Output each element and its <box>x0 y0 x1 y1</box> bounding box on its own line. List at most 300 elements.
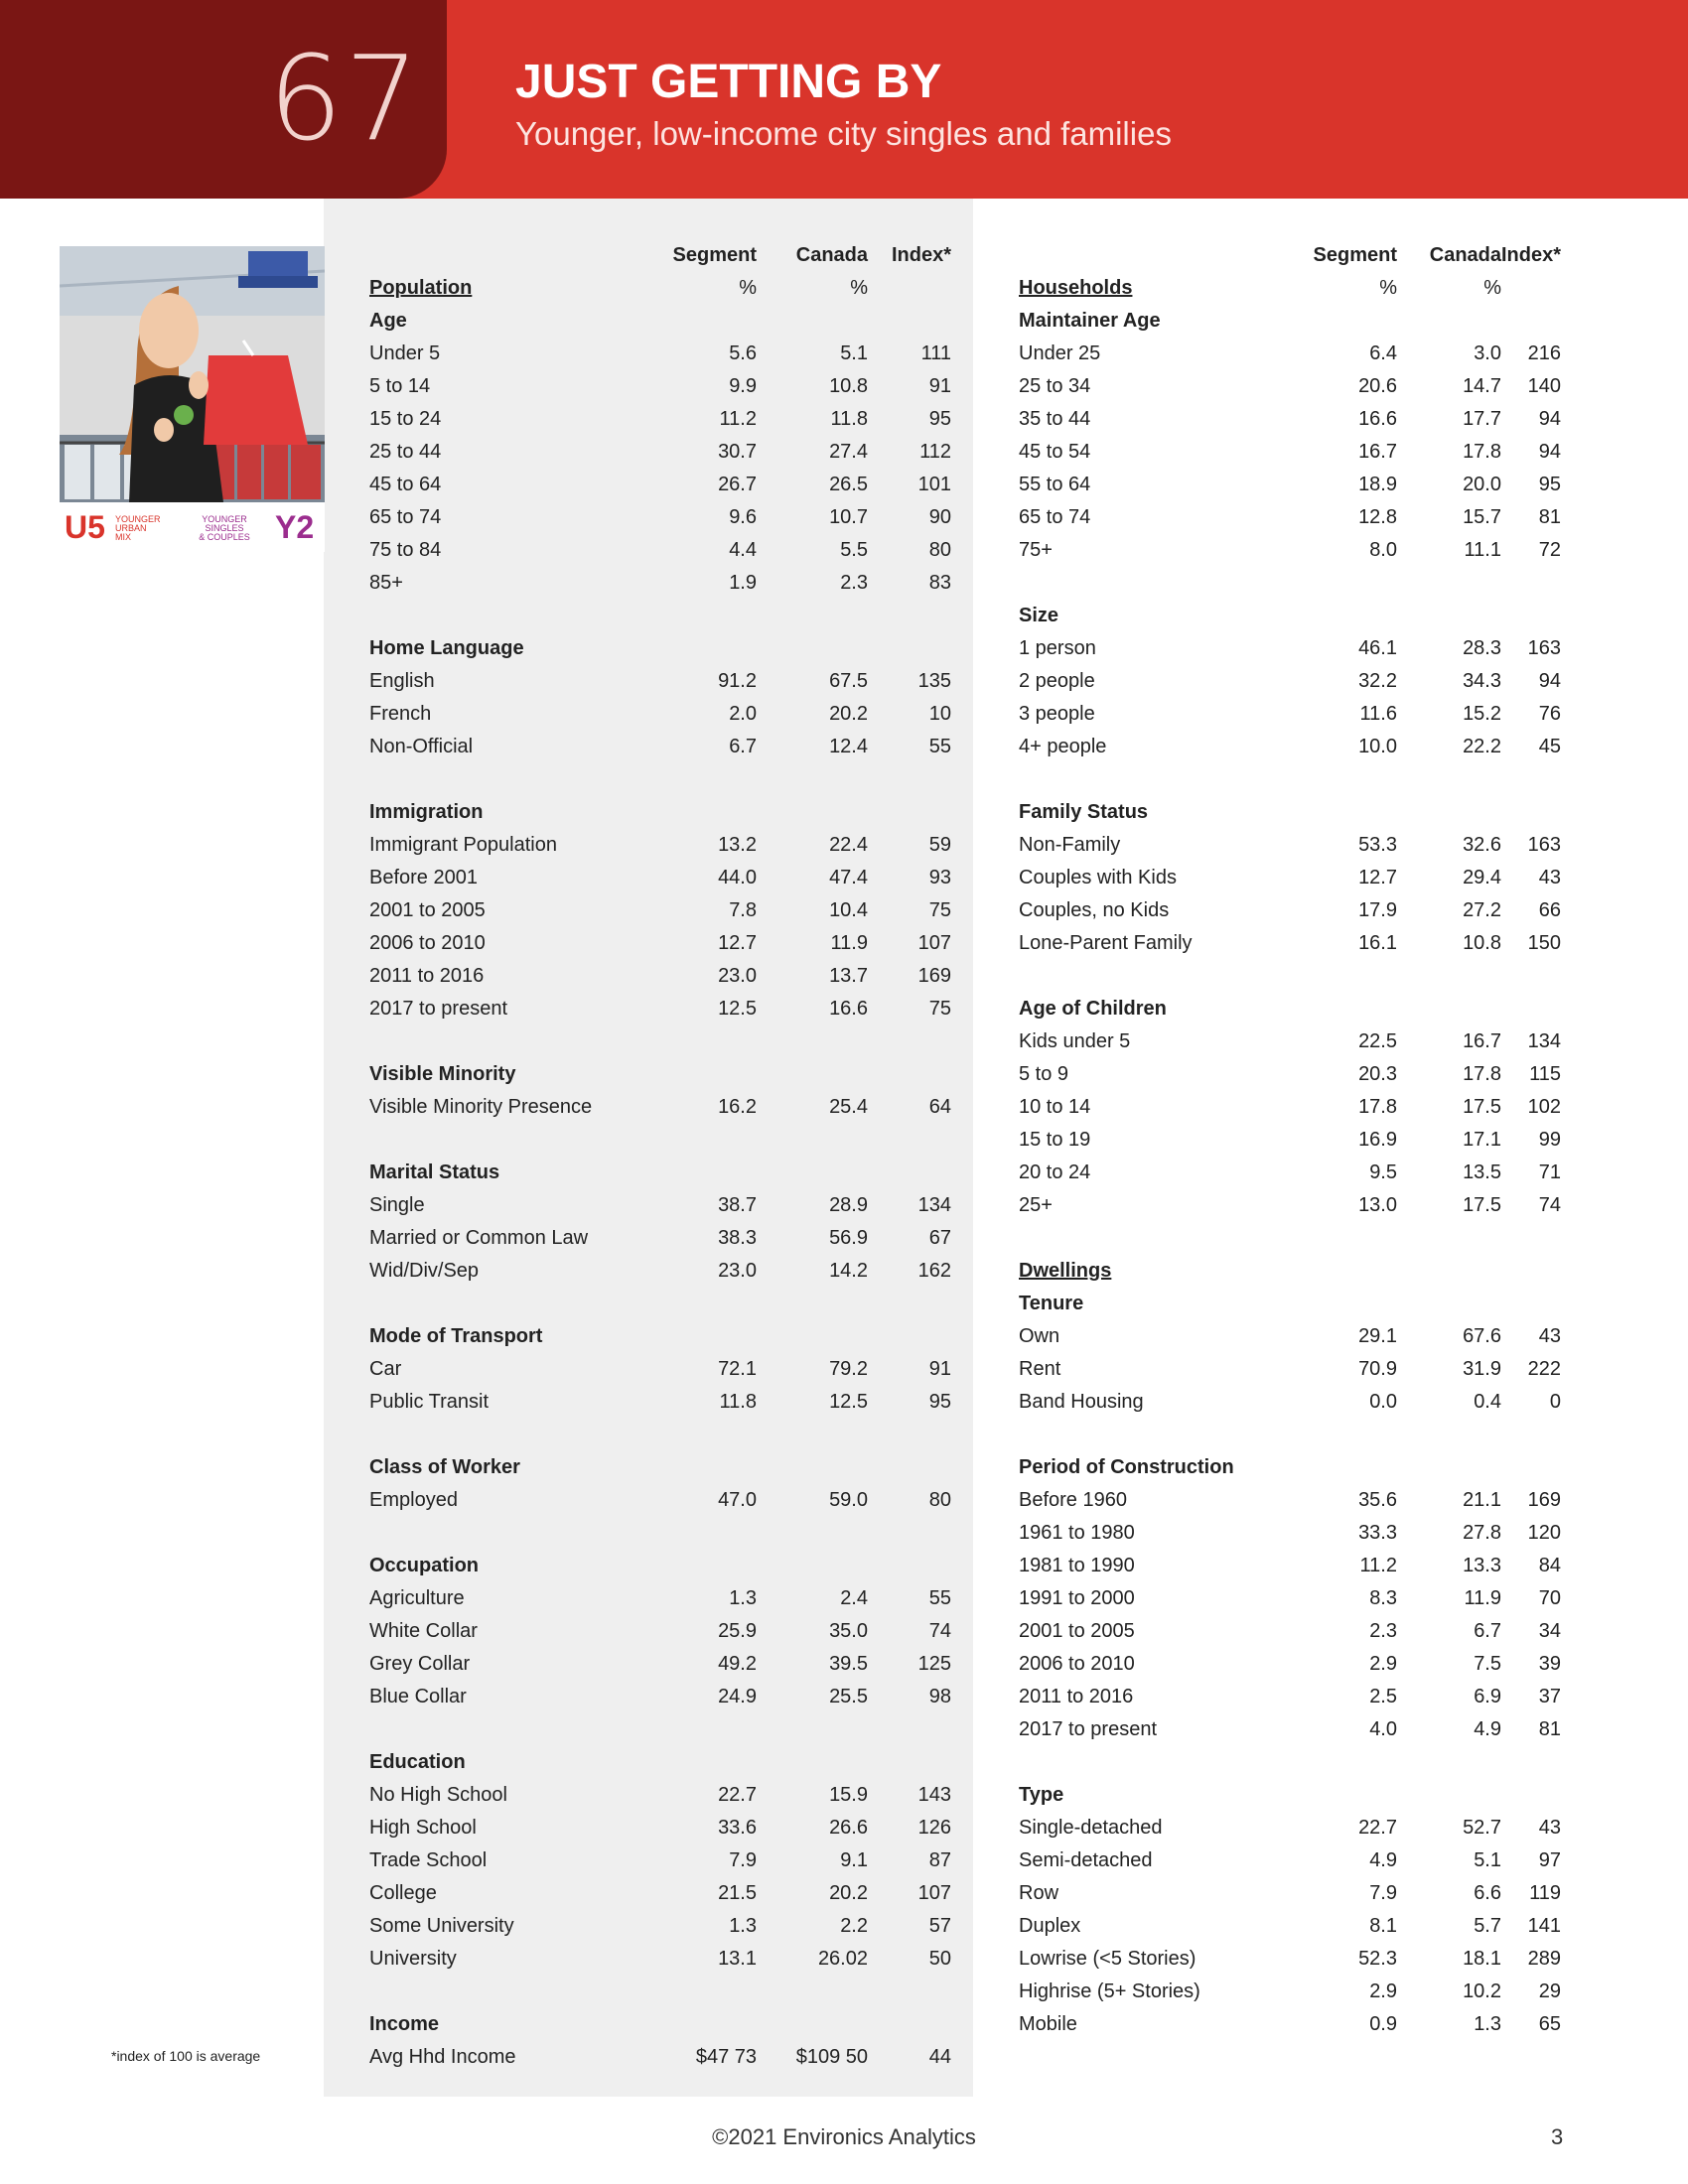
row-label: Tenure <box>1019 1293 1084 1314</box>
table-row <box>369 993 951 1025</box>
segment-value: 16.2 <box>718 1096 757 1118</box>
index-value: 72 <box>1538 539 1561 561</box>
row-label: 2011 to 2016 <box>369 965 485 987</box>
index-value: 97 <box>1538 1849 1561 1871</box>
related-segment-badges <box>60 502 325 552</box>
row-label: 2011 to 2016 <box>1019 1686 1134 1707</box>
index-value: 75 <box>928 998 951 1020</box>
index-value: 65 <box>1538 2013 1561 2035</box>
table-row <box>369 370 951 403</box>
index-value: 94 <box>1538 408 1561 430</box>
index-value: 64 <box>928 1096 951 1118</box>
column-header-row <box>1019 239 1561 272</box>
table-row <box>1019 894 1561 927</box>
row-label: 2001 to 2005 <box>369 899 486 921</box>
index-value: 75 <box>928 899 951 921</box>
canada-value: 12.5 <box>829 1391 868 1413</box>
segment-value: 18.9 <box>1358 474 1397 495</box>
index-value: 43 <box>1538 1325 1561 1347</box>
segment-value: 24.9 <box>718 1686 757 1707</box>
canada-value: 25.4 <box>829 1096 868 1118</box>
table-row <box>369 1255 951 1288</box>
row-label: Before 2001 <box>369 867 478 888</box>
segment-value: 38.3 <box>718 1227 757 1249</box>
row-label: 25+ <box>1019 1194 1053 1216</box>
row-label: 2001 to 2005 <box>1019 1620 1135 1642</box>
spacer-row <box>1019 567 1541 600</box>
index-value: 80 <box>928 1489 951 1511</box>
segment-value: 25.9 <box>718 1620 757 1642</box>
canada-value: 10.2 <box>1463 1980 1501 2002</box>
index-value: 162 <box>917 1260 951 1282</box>
index-value: 111 <box>920 342 951 364</box>
table-row <box>1019 1910 1561 1943</box>
row-label: 5 to 9 <box>1019 1063 1069 1085</box>
segment-value: 11.6 <box>1359 703 1397 725</box>
segment-value: 1.3 <box>729 1587 757 1609</box>
segment-value: 7.8 <box>729 899 757 921</box>
row-label: 4+ people <box>1019 736 1107 757</box>
table-row <box>369 1779 951 1812</box>
index-value: 59 <box>928 834 951 856</box>
canada-value: 13.7 <box>829 965 868 987</box>
row-label: 1961 to 1980 <box>1019 1522 1135 1544</box>
left-badge-line-3: MIX <box>115 532 132 542</box>
table-row <box>1019 1025 1561 1058</box>
row-label: White Collar <box>369 1620 478 1642</box>
table-row <box>1019 2008 1561 2041</box>
index-value: 140 <box>1527 375 1561 397</box>
right-badge-line-2: SINGLES <box>205 523 244 533</box>
canada-value: 2.2 <box>840 1915 868 1937</box>
table-row <box>369 501 951 534</box>
segment-value: 13.0 <box>1358 1194 1397 1216</box>
canada-value: 4.9 <box>1474 1718 1501 1740</box>
index-footnote: *index of 100 is average <box>111 2048 261 2064</box>
segment-value: 47.0 <box>718 1489 757 1511</box>
canada-value: 27.2 <box>1463 899 1501 921</box>
row-label: Family Status <box>1019 801 1149 823</box>
row-label: Avg Hhd Income <box>369 2046 516 2068</box>
segment-number-block <box>0 0 447 199</box>
row-label: 5 to 14 <box>369 375 431 397</box>
canada-value: 20.2 <box>829 1882 868 1904</box>
segment-value: 16.9 <box>1358 1129 1397 1151</box>
segment-value: 29.1 <box>1358 1325 1397 1347</box>
index-value: 125 <box>917 1653 951 1675</box>
canada-value: 17.5 <box>1463 1194 1501 1216</box>
left-badge-code: U5 <box>65 509 105 545</box>
canada-value: 27.4 <box>829 441 868 463</box>
row-label: Lone-Parent Family <box>1019 932 1193 954</box>
canada-value: 11.8 <box>830 408 868 430</box>
segment-value: 1.9 <box>729 572 757 594</box>
canada-value: 17.8 <box>1463 441 1501 463</box>
section-heading-row <box>1019 305 1541 338</box>
index-value: 222 <box>1527 1358 1561 1380</box>
row-label: 35 to 44 <box>1019 408 1091 430</box>
row-label: Row <box>1019 1882 1059 1904</box>
row-label: Kids under 5 <box>1019 1030 1131 1052</box>
row-label: 10 to 14 <box>1019 1096 1091 1118</box>
row-label: Dwellings <box>1019 1260 1112 1282</box>
segment-value: 91.2 <box>718 670 757 692</box>
index-value: 55 <box>928 736 951 757</box>
index-value: 289 <box>1527 1948 1561 1970</box>
index-value: 163 <box>1527 637 1561 659</box>
table-row <box>1019 370 1561 403</box>
table-row <box>1019 501 1561 534</box>
segment-value: 6.4 <box>1369 342 1397 364</box>
canada-value: 11.9 <box>830 932 868 954</box>
row-label: 2 people <box>1019 670 1095 692</box>
shopper-illustration <box>60 246 325 502</box>
row-label: Class of Worker <box>369 1456 520 1478</box>
row-label: Wid/Div/Sep <box>369 1260 480 1282</box>
table-row <box>1019 632 1561 665</box>
spacer-row <box>369 1419 951 1451</box>
segment-value: 11.8 <box>719 1391 757 1413</box>
row-label: Agriculture <box>369 1587 465 1609</box>
row-label: 20 to 24 <box>1019 1161 1091 1183</box>
canada-value: 26.5 <box>829 474 868 495</box>
copyright-footer: ©2021 Environics Analytics <box>712 2124 976 2149</box>
table-row <box>1019 1844 1561 1877</box>
canada-value: 32.6 <box>1463 834 1501 856</box>
canada-value: 11.9 <box>1464 1587 1501 1609</box>
table-row <box>369 927 951 960</box>
table-row <box>369 1910 951 1943</box>
index-value: 141 <box>1527 1915 1561 1937</box>
row-label: Under 25 <box>1019 342 1101 364</box>
segment-value: 21.5 <box>718 1882 757 1904</box>
row-label: 2006 to 2010 <box>1019 1653 1135 1675</box>
table-row <box>1019 436 1561 469</box>
segment-value: 49.2 <box>718 1653 757 1675</box>
index-value: 71 <box>1538 1161 1561 1183</box>
canada-value: 2.4 <box>840 1587 868 1609</box>
table-row <box>369 567 951 600</box>
segment-value: 4.9 <box>1369 1849 1397 1871</box>
row-label: Immigration <box>369 801 484 823</box>
table-row <box>369 1681 951 1713</box>
segment-value: 9.9 <box>729 375 757 397</box>
index-value: 126 <box>917 1817 951 1839</box>
canada-value: 28.3 <box>1463 637 1501 659</box>
segment-value: % <box>1379 277 1397 299</box>
segment-value: 8.3 <box>1369 1587 1397 1609</box>
segment-value: 23.0 <box>718 1260 757 1282</box>
table-row <box>1019 829 1561 862</box>
table-row <box>369 1943 951 1976</box>
index-value: 74 <box>1538 1194 1561 1216</box>
canada-value: 1.3 <box>1474 2013 1501 2035</box>
canada-value: 14.7 <box>1463 375 1501 397</box>
segment-value: 13.1 <box>718 1948 757 1970</box>
segment-value: 52.3 <box>1358 1948 1397 1970</box>
section-heading-row <box>369 1451 951 1484</box>
table-row <box>369 862 951 894</box>
index-value: 37 <box>1538 1686 1561 1707</box>
row-label: French <box>369 703 432 725</box>
index-value: 119 <box>1529 1882 1561 1904</box>
segment-value: 33.3 <box>1358 1522 1397 1544</box>
segment-number: 67 <box>268 30 422 167</box>
index-value: 163 <box>1527 834 1561 856</box>
spacer-row <box>1019 1746 1541 1779</box>
canada-value: 16.7 <box>1463 1030 1501 1052</box>
row-label: Maintainer Age <box>1019 310 1161 332</box>
section-heading-row <box>1019 796 1541 829</box>
canada-value: 59.0 <box>829 1489 868 1511</box>
segment-value: 4.4 <box>729 539 757 561</box>
segment-value: 44.0 <box>718 867 757 888</box>
row-label: 55 to 64 <box>1019 474 1091 495</box>
row-label: Non-Family <box>1019 834 1121 856</box>
row-label: Own <box>1019 1325 1060 1347</box>
index-column-header: Index* <box>1500 244 1561 266</box>
canada-value: 14.2 <box>829 1260 868 1282</box>
table-row <box>369 1222 951 1255</box>
spacer-row <box>369 1124 951 1157</box>
table-row <box>1019 1648 1561 1681</box>
canada-value: 10.8 <box>829 375 868 397</box>
canada-value: 11.1 <box>1464 539 1501 561</box>
index-value: 87 <box>928 1849 951 1871</box>
index-value: 43 <box>1538 867 1561 888</box>
segment-value: 8.0 <box>1369 539 1397 561</box>
table-row <box>369 403 951 436</box>
left-badge-line-1: YOUNGER <box>115 514 161 524</box>
canada-value: 10.7 <box>829 506 868 528</box>
canada-value: 67.6 <box>1463 1325 1501 1347</box>
table-row <box>369 1877 951 1910</box>
row-label: 25 to 34 <box>1019 375 1091 397</box>
index-value: 102 <box>1527 1096 1561 1118</box>
row-label: Highrise (5+ Stories) <box>1019 1980 1200 2002</box>
row-label: Size <box>1019 605 1059 626</box>
table-row <box>1019 403 1561 436</box>
table-row <box>1019 1713 1561 1746</box>
segment-column-header: Segment <box>672 244 757 266</box>
table-row <box>369 436 951 469</box>
row-label: Lowrise (<5 Stories) <box>1019 1948 1196 1970</box>
row-label: 2017 to present <box>369 998 507 1020</box>
segment-subtitle: Younger, low-income city singles and families <box>515 115 1172 152</box>
canada-value: 17.5 <box>1463 1096 1501 1118</box>
table-row <box>1019 665 1561 698</box>
segment-value: 2.9 <box>1369 1980 1397 2002</box>
index-value: 67 <box>928 1227 951 1249</box>
table-row <box>1019 1058 1561 1091</box>
index-value: 66 <box>1538 899 1561 921</box>
spacer-row <box>369 1517 951 1550</box>
segment-value: 9.6 <box>729 506 757 528</box>
canada-value: 15.9 <box>829 1784 868 1806</box>
row-label: Age <box>369 310 407 332</box>
canada-value: 13.3 <box>1463 1555 1501 1576</box>
row-label: Some University <box>369 1915 514 1937</box>
canada-value: 12.4 <box>829 736 868 757</box>
segment-value: 1.3 <box>729 1915 757 1937</box>
row-label: College <box>369 1882 437 1904</box>
index-value: 94 <box>1538 670 1561 692</box>
canada-value: 29.4 <box>1463 867 1501 888</box>
row-label: 65 to 74 <box>1019 506 1091 528</box>
index-value: 50 <box>928 1948 951 1970</box>
segment-value: 0.9 <box>1369 2013 1397 2035</box>
section-heading-row <box>369 1746 951 1779</box>
segment-value: 6.7 <box>729 736 757 757</box>
canada-value: 7.5 <box>1474 1653 1501 1675</box>
index-value: 94 <box>1538 441 1561 463</box>
table-row <box>1019 862 1561 894</box>
canada-value: % <box>850 277 868 299</box>
table-row <box>1019 1353 1561 1386</box>
index-column-header: Index* <box>891 244 951 266</box>
row-label: Rent <box>1019 1358 1061 1380</box>
segment-value: 2.5 <box>1369 1686 1397 1707</box>
row-label: Visible Minority Presence <box>369 1096 593 1118</box>
row-label: 15 to 24 <box>369 408 442 430</box>
table-row <box>369 731 951 763</box>
spacer-row <box>1019 1222 1541 1255</box>
index-value: 95 <box>928 1391 951 1413</box>
index-value: 98 <box>928 1686 951 1707</box>
column-header-row <box>369 239 951 272</box>
row-label: Non-Official <box>369 736 474 757</box>
section-heading-row <box>1019 1288 1541 1320</box>
index-value: 115 <box>1529 1063 1561 1085</box>
section-heading-row <box>1019 993 1541 1025</box>
right-badge-line-1: YOUNGER <box>202 514 247 524</box>
segment-value: 12.5 <box>718 998 757 1020</box>
row-label: 15 to 19 <box>1019 1129 1091 1151</box>
row-label: Households <box>1019 277 1133 299</box>
index-value: 169 <box>1527 1489 1561 1511</box>
canada-column-header: Canada <box>1429 244 1501 266</box>
index-value: 107 <box>917 1882 951 1904</box>
table-row <box>1019 1681 1561 1713</box>
table-row <box>369 960 951 993</box>
canada-value: 2.3 <box>840 572 868 594</box>
right-badge-code: Y2 <box>275 509 315 545</box>
row-label: 1 person <box>1019 637 1096 659</box>
segment-value: 11.2 <box>1359 1555 1397 1576</box>
segment-value: % <box>739 277 757 299</box>
section-heading-row <box>1019 272 1541 305</box>
canada-value: 17.7 <box>1463 408 1501 430</box>
row-label: Public Transit <box>369 1391 490 1413</box>
segment-value: 46.1 <box>1358 637 1397 659</box>
spacer-row <box>1019 960 1541 993</box>
segment-value: 26.7 <box>718 474 757 495</box>
row-label: 1981 to 1990 <box>1019 1555 1135 1576</box>
households-table <box>1019 239 1561 2041</box>
canada-value: 3.0 <box>1474 342 1501 364</box>
index-value: 112 <box>919 441 951 463</box>
table-row <box>1019 1091 1561 1124</box>
index-value: 91 <box>928 375 951 397</box>
spacer-row <box>369 1976 951 2008</box>
canada-value: 18.1 <box>1463 1948 1501 1970</box>
canada-value: 21.1 <box>1463 1489 1501 1511</box>
row-label: 3 people <box>1019 703 1095 725</box>
table-row <box>1019 927 1561 960</box>
index-value: 135 <box>917 670 951 692</box>
table-row <box>1019 1877 1561 1910</box>
table-row <box>1019 469 1561 501</box>
index-value: 99 <box>1538 1129 1561 1151</box>
index-value: 45 <box>1538 736 1561 757</box>
segment-value: 5.6 <box>729 342 757 364</box>
index-value: 39 <box>1538 1653 1561 1675</box>
segment-value: 9.5 <box>1369 1161 1397 1183</box>
row-label: 85+ <box>369 572 403 594</box>
index-value: 107 <box>917 932 951 954</box>
table-row <box>1019 1124 1561 1157</box>
segment-value: $47 73 <box>695 2046 757 2068</box>
index-value: 169 <box>917 965 951 987</box>
segment-value: 35.6 <box>1358 1489 1397 1511</box>
index-value: 34 <box>1538 1620 1561 1642</box>
segment-value: 2.9 <box>1369 1653 1397 1675</box>
canada-value: 5.1 <box>840 342 868 364</box>
row-label: Mobile <box>1019 2013 1077 2035</box>
canada-value: 16.6 <box>829 998 868 1020</box>
row-label: Single <box>369 1194 425 1216</box>
table-row <box>369 1648 951 1681</box>
canada-value: 26.02 <box>817 1948 868 1970</box>
row-label: Mode of Transport <box>369 1325 543 1347</box>
segment-value: 33.6 <box>718 1817 757 1839</box>
canada-value: 26.6 <box>829 1817 868 1839</box>
canada-value: 6.7 <box>1474 1620 1501 1642</box>
segment-value: 10.0 <box>1358 736 1397 757</box>
population-table <box>369 239 951 2074</box>
index-value: 91 <box>928 1358 951 1380</box>
canada-value: 67.5 <box>829 670 868 692</box>
table-row <box>369 1353 951 1386</box>
segment-value: 11.2 <box>719 408 757 430</box>
row-label: 2006 to 2010 <box>369 932 486 954</box>
row-label: 25 to 44 <box>369 441 442 463</box>
canada-value: 5.1 <box>1474 1849 1501 1871</box>
canada-value: 22.2 <box>1463 736 1501 757</box>
table-row <box>1019 731 1561 763</box>
table-row <box>369 698 951 731</box>
segment-value: 70.9 <box>1358 1358 1397 1380</box>
index-value: 95 <box>1538 474 1561 495</box>
row-label: Before 1960 <box>1019 1489 1127 1511</box>
table-row <box>369 1615 951 1648</box>
section-heading-row <box>369 1157 951 1189</box>
section-heading-row <box>369 632 951 665</box>
index-value: 0 <box>1549 1391 1561 1413</box>
table-row <box>1019 1812 1561 1844</box>
canada-value: % <box>1483 277 1501 299</box>
index-value: 74 <box>928 1620 951 1642</box>
row-label: Education <box>369 1751 466 1773</box>
table-row <box>369 1582 951 1615</box>
section-heading-row <box>1019 1779 1541 1812</box>
segment-value: 16.1 <box>1358 932 1397 954</box>
page-number: 3 <box>1551 2124 1564 2149</box>
index-value: 81 <box>1538 506 1561 528</box>
row-label: Immigrant Population <box>369 834 557 856</box>
segment-value: 12.7 <box>718 932 757 954</box>
row-label: Income <box>369 2013 440 2035</box>
